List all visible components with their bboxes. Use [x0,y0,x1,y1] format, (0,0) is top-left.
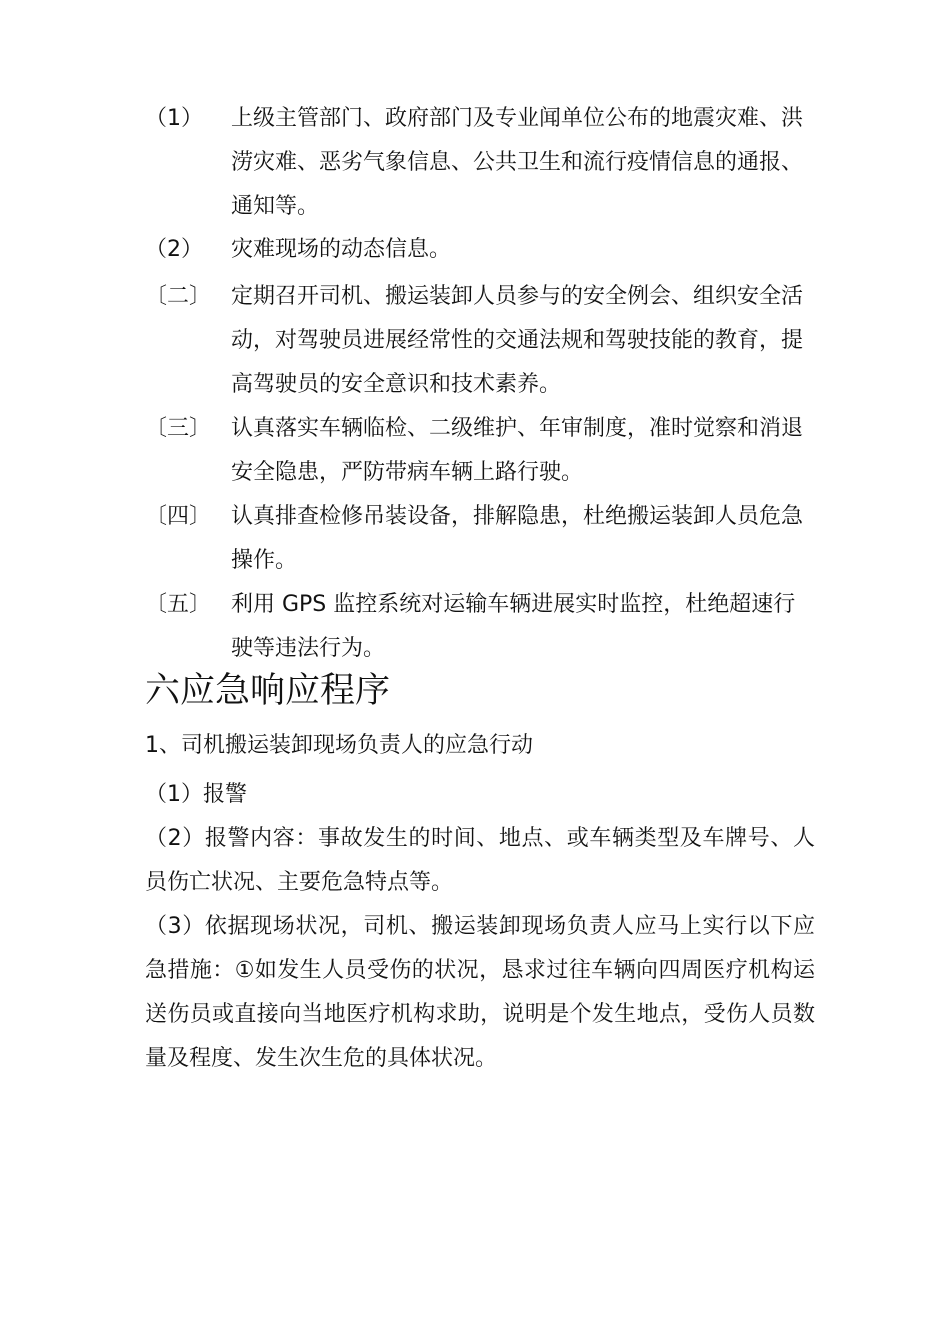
list-item-text: 定期召开司机、搬运装卸人员参与的安全例会、组织安全活动，对驾驶员进展经常性的交通法规和驾驶技能的教育，提高驾驶员的安全意识和技术素养。 [231,284,804,397]
list-item-marker: 〔三〕 [145,416,212,441]
list-item-marker: 〔四〕 [145,504,212,529]
list-item-text: 利用 GPS 监控系统对运输车辆进展实时监控，杜绝超速行驶等违法行为。 [231,592,796,661]
list-item [145,228,815,272]
list-item [145,583,815,671]
list-item-text: 灾难现场的动态信息。 [231,237,452,262]
list-item-text: 认真排查检修吊装设备，排解隐患，杜绝搬运装卸人员危急操作。 [231,504,804,573]
list-item-marker: 〔五〕 [145,592,212,617]
list-item [145,495,815,583]
paragraph: （3）依据现场状况，司机、搬运装卸现场负责人应马上实行以下应急措施：①如发生人员受伤的状况，恳求过往车辆向四周医疗机构运送伤员或直接向当地医疗机构求助，说明是个发生地点，受伤人员数量及程度、发生次生危的具体状况。 [145,914,815,1071]
list-item-marker: （2） [145,237,203,262]
subsection-heading: 1、司机搬运装卸现场负责人的应急行动 [145,733,533,758]
paragraph: （1）报警 [145,782,247,807]
list-item [145,407,815,495]
list-item-text: 上级主管部门、政府部门及专业闻单位公布的地震灾难、洪涝灾难、恶劣气象信息、公共卫生和流行疫情信息的通报、通知等。 [231,106,804,219]
list-item [145,97,815,229]
list-item-marker: （1） [145,106,203,131]
paragraph: （2）报警内容：事故发生的时间、地点、或车辆类型及车牌号、人员伤亡状况、主要危急特点等。 [145,826,815,895]
list-item-text: 认真落实车辆临检、二级维护、年审制度，准时觉察和消退安全隐患，严防带病车辆上路行驶。 [231,416,804,485]
list-item-marker: 〔二〕 [145,284,212,309]
list-item [145,275,815,407]
section-heading: 六应急响应程序 [145,671,391,711]
